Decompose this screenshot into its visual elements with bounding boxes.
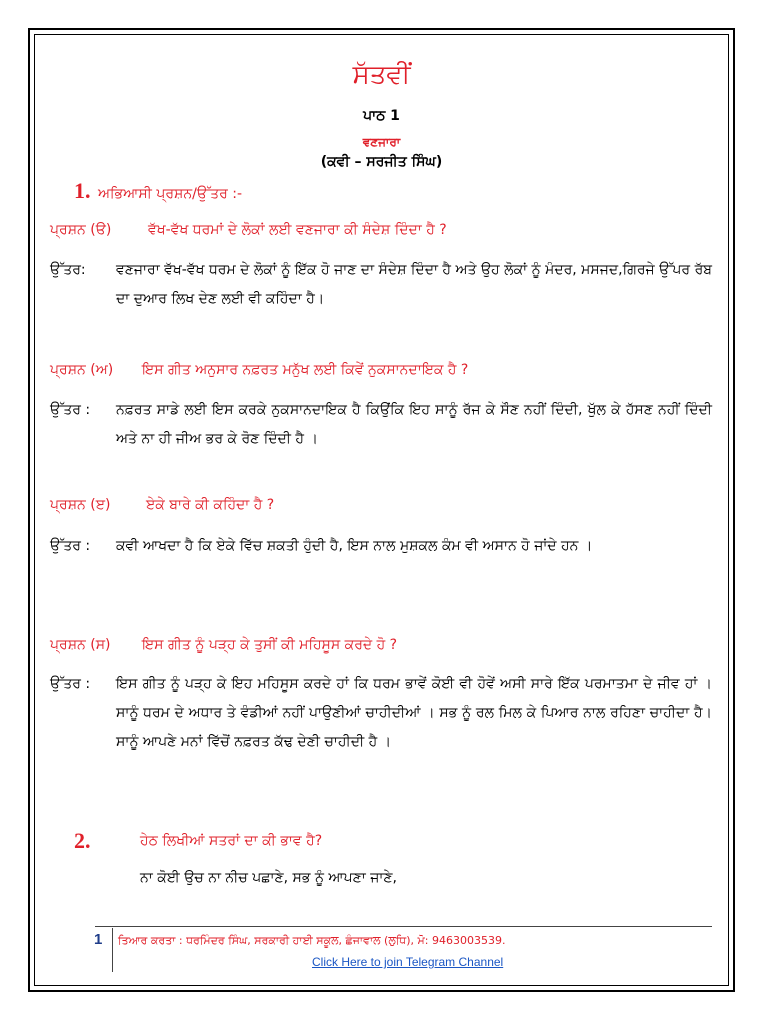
page-border-inner bbox=[34, 34, 729, 986]
question-4-text: ਇਸ ਗੀਤ ਨੂੰ ਪੜ੍ਹ ਕੇ ਤੁਸੀਂ ਕੀ ਮਹਿਸੂਸ ਕਰਦੇ ਹੋ ? bbox=[142, 637, 398, 653]
question-3-label: ਪ੍ਰਸ਼ਨ (ੲ) bbox=[50, 497, 111, 513]
footer-prepared-by: ਤਿਆਰ ਕਰਤਾ : ਧਰਮਿੰਦਰ ਸਿੰਘ, ਸਰਕਾਰੀ ਹਾਈ ਸਕੂਲ, ਛੰਜਾਵਾਲ (ਲੁਧਿ), ਮੋ: 9463003539. bbox=[118, 934, 506, 947]
answer-2-text: ਨਫ਼ਰਤ ਸਾਡੇ ਲਈ ਇਸ ਕਰਕੇ ਨੁਕਸਾਨਦਾਇਕ ਹੈ ਕਿਉਂਕਿ ਇਹ ਸਾਨੂੰ ਰੱਜ ਕੇ ਸੌਣ ਨਹੀਂ ਦਿੰਦੀ, ਖੁੱਲ ਕੇ ਹੱਸਣ ਨਹੀਂ ਦਿੰਦੀ ਅਤੇ ਨਾ ਹੀ ਜੀਅ ਭਰ ਕੇ ਰੋਣ ਦਿੰਦੀ ਹੈ । bbox=[116, 402, 712, 447]
question-2-text: ਇਸ ਗੀਤ ਅਨੁਸਾਰ ਨਫ਼ਰਤ ਮਨੁੱਖ ਲਈ ਕਿਵੇਂ ਨੁਕਸਾਨਦਾਇਕ ਹੈ ? bbox=[142, 362, 469, 378]
section-2-line: ਨਾ ਕੋਈ ਉਚ ਨਾ ਨੀਚ ਪਛਾਣੇ, ਸਭ ਨੂੰ ਆਪਣਾ ਜਾਣੇ, bbox=[140, 870, 397, 886]
poem-name: ਵਣਜਾਰਾ bbox=[362, 135, 401, 149]
answer-1-text: ਵਣਜਾਰਾ ਵੱਖ-ਵੱਖ ਧਰਮ ਦੇ ਲੋਕਾਂ ਨੂੰ ਇੱਕ ਹੋ ਜਾਣ ਦਾ ਸੰਦੇਸ਼ ਦਿੰਦਾ ਹੈ ਅਤੇ ਉਹ ਲੋਕਾਂ ਨੂੰ ਮੰਦਰ, ਮਸਜਦ,ਗਿਰਜੇ ਉੱਪਰ ਰੱਬ ਦਾ ਦੁਆਰ ਲਿਖ ਦੇਣ ਲਈ ਵੀ ਕਹਿੰਦਾ ਹੈ। bbox=[116, 262, 712, 307]
footer-separator bbox=[112, 928, 113, 972]
document-title: ਸੱਤਵੀਂ bbox=[352, 60, 411, 90]
section-2-title: ਹੇਠ ਲਿਖੀਆਂ ਸਤਰਾਂ ਦਾ ਕੀ ਭਾਵ ਹੈ? bbox=[140, 833, 323, 849]
telegram-channel-link[interactable]: Click Here to join Telegram Channel bbox=[312, 955, 504, 969]
section-1-number: 1. bbox=[74, 178, 91, 203]
lesson-number: ਪਾਠ 1 bbox=[363, 108, 400, 124]
answer-4-label: ਉੱਤਰ : bbox=[50, 676, 91, 692]
page-number: 1 bbox=[94, 931, 103, 948]
answer-3-label: ਉੱਤਰ : bbox=[50, 538, 91, 554]
answer-2-label: ਉੱਤਰ : bbox=[50, 402, 91, 418]
footer-divider bbox=[95, 926, 712, 927]
question-4-label: ਪ੍ਰਸ਼ਨ (ਸ) bbox=[50, 637, 111, 653]
answer-1-label: ਉੱਤਰ: bbox=[50, 262, 86, 278]
section-2-number: 2. bbox=[74, 828, 91, 853]
answer-4-text: ਇਸ ਗੀਤ ਨੂੰ ਪੜ੍ਹ ਕੇ ਇਹ ਮਹਿਸੂਸ ਕਰਦੇ ਹਾਂ ਕਿ ਧਰਮ ਭਾਵੇਂ ਕੋਈ ਵੀ ਹੋਵੇਂ ਅਸੀ ਸਾਰੇ ਇੱਕ ਪਰਮਾਤਮਾ ਦੇ ਜੀਵ ਹਾਂ । ਸਾਨੂੰ ਧਰਮ ਦੇ ਅਧਾਰ ਤੇ ਵੰਡੀਆਂ ਨਹੀਂ ਪਾਉਣੀਆਂ ਚਾਹੀਦੀਆਂ । ਸਭ ਨੂੰ ਰਲ ਮਿਲ ਕੇ ਪਿਆਰ ਨਾਲ ਰਹਿਣਾ ਚਾਹੀਦਾ ਹੈ। ਸਾਨੂੰ ਆਪਣੇ ਮਨਾਂ ਵਿੱਚੋਂ ਨਫ਼ਰਤ ਕੱਢ ਦੇਣੀ ਚਾਹੀਦੀ ਹੈ । bbox=[116, 676, 712, 750]
question-1-label: ਪ੍ਰਸ਼ਨ (ੳ) bbox=[50, 222, 112, 238]
question-2-label: ਪ੍ਰਸ਼ਨ (ਅ) bbox=[50, 362, 114, 378]
section-1-title: ਅਭਿਆਸੀ ਪ੍ਰਸ਼ਨ/ਉੱਤਰ :- bbox=[98, 186, 242, 202]
answer-3-text: ਕਵੀ ਆਖਦਾ ਹੈ ਕਿ ਏਕੇ ਵਿੱਚ ਸ਼ਕਤੀ ਹੁੰਦੀ ਹੈ, ਇਸ ਨਾਲ ਮੁਸ਼ਕਲ ਕੰਮ ਵੀ ਅਸਾਨ ਹੋ ਜਾਂਦੇ ਹਨ । bbox=[116, 538, 593, 554]
poet-name: (ਕਵੀ – ਸਰਜੀਤ ਸਿੰਘ) bbox=[320, 154, 443, 170]
question-1-text: ਵੱਖ-ਵੱਖ ਧਰਮਾਂ ਦੇ ਲੋਕਾਂ ਲਈ ਵਣਜਾਰਾ ਕੀ ਸੰਦੇਸ਼ ਦਿੰਦਾ ਹੈ ? bbox=[148, 222, 447, 238]
question-3-text: ਏਕੇ ਬਾਰੇ ਕੀ ਕਹਿੰਦਾ ਹੈ ? bbox=[146, 497, 275, 513]
